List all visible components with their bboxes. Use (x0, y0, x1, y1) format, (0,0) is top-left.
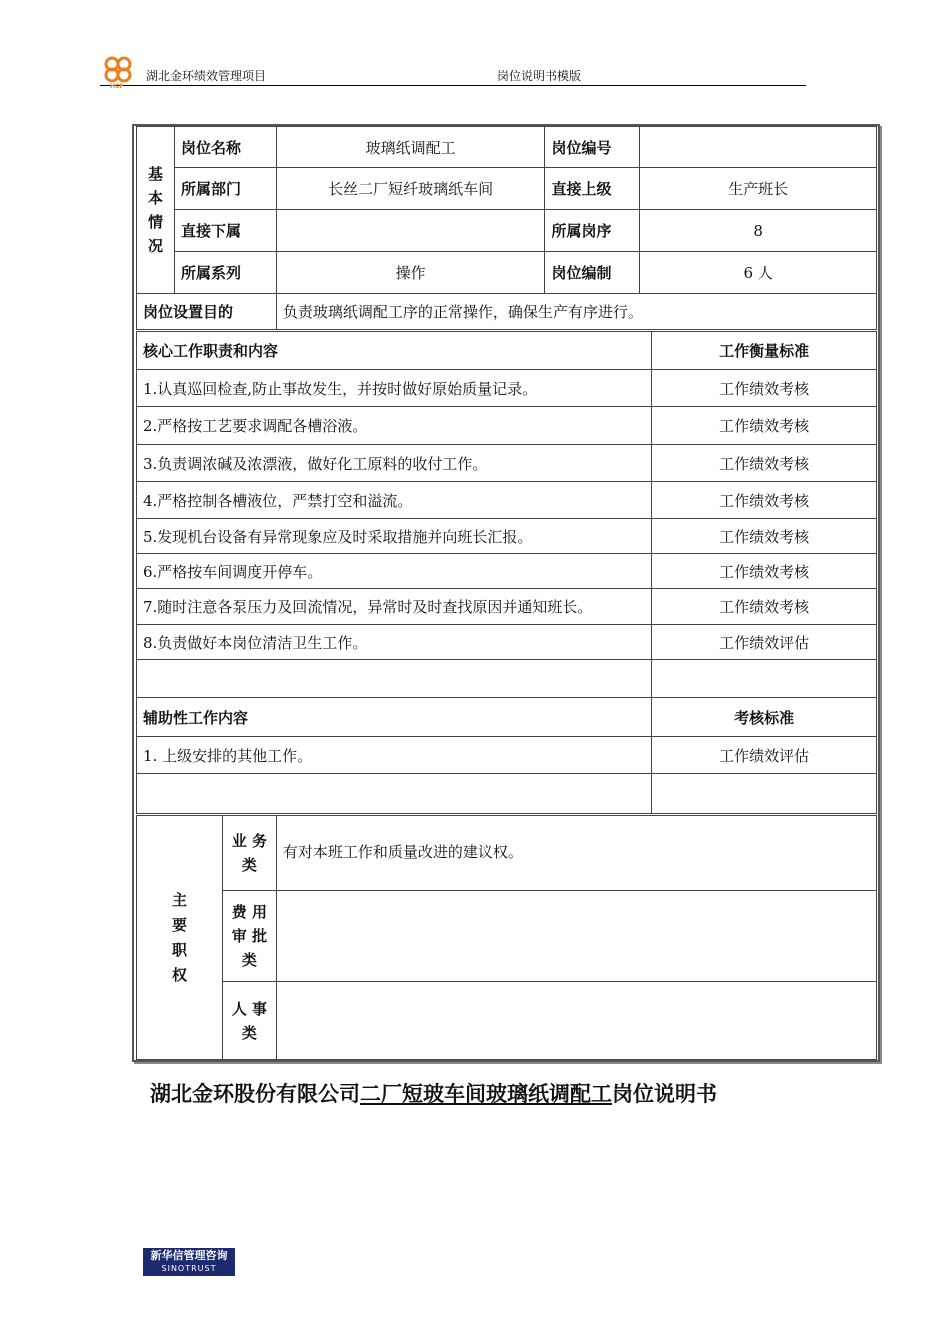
field-value: 玻璃纸调配工 (276, 127, 545, 168)
duty-item: 4.严格控制各槽液位，严禁打空和溢流。 (137, 482, 652, 519)
sinotrust-logo: 新华信管理咨询 SINOTRUST (143, 1248, 235, 1276)
duty-item: 1.认真巡回检查,防止事故发生，并按时做好原始质量记录。 (137, 370, 652, 407)
authority-type-expense: 费 用 审 批 类 (222, 891, 276, 982)
core-duties-table (136, 331, 877, 698)
duty-standard: 工作绩效考核 (652, 370, 877, 407)
field-value: 6 人 (640, 252, 877, 294)
purpose-table (136, 293, 877, 330)
field-label: 直接上级 (545, 168, 640, 210)
header-project-name: 湖北金环绩效管理项目 (146, 69, 267, 83)
field-value: 生产班长 (640, 168, 877, 210)
authority-business-value: 有对本班工作和质量改进的建议权。 (276, 816, 876, 891)
duty-standard: 工作绩效考核 (652, 554, 877, 589)
field-value: 操作 (276, 252, 545, 294)
purpose-value: 负责玻璃纸调配工序的正常操作，确保生产有序进行。 (276, 294, 876, 330)
authority-type-business: 业 务 类 (222, 816, 276, 891)
purpose-label: 岗位设置目的 (137, 294, 277, 330)
duty-standard: 工作绩效评估 (652, 625, 877, 660)
field-value: 8 (640, 210, 877, 252)
authority-personnel-value (276, 982, 876, 1060)
duty-item: 2.严格按工艺要求调配各槽浴液。 (137, 407, 652, 445)
duty-item: 8.负责做好本岗位清洁卫生工作。 (137, 625, 652, 660)
authority-section-label: 主 要 职 权 (137, 816, 223, 1060)
duty-item: 5.发现机台设备有异常现象应及时采取措施并向班长汇报。 (137, 519, 652, 554)
duty-standard: 工作绩效考核 (652, 589, 877, 625)
company-logo-icon (100, 55, 136, 89)
authority-type-personnel: 人 事 类 (222, 982, 276, 1060)
duty-standard: 工作绩效考核 (652, 445, 877, 482)
duty-item: 7.随时注意各泵压力及回流情况，异常时及时查找原因并通知班长。 (137, 589, 652, 625)
aux-item: 1. 上级安排的其他工作。 (137, 737, 652, 774)
field-label: 所属岗序 (545, 210, 640, 252)
duty-standard-empty (652, 660, 877, 698)
field-label: 所属系列 (174, 252, 276, 294)
duty-item: 6.严格按车间调度开停车。 (137, 554, 652, 589)
field-label: 岗位编号 (545, 127, 640, 168)
core-standard-header: 工作衡量标准 (652, 332, 877, 370)
duty-standard: 工作绩效考核 (652, 482, 877, 519)
field-label: 岗位名称 (174, 127, 276, 168)
duty-item-empty (137, 660, 652, 698)
field-label: 所属部门 (174, 168, 276, 210)
field-value: 长丝二厂短纤玻璃纸车间 (276, 168, 545, 210)
field-label: 岗位编制 (545, 252, 640, 294)
basic-info-table (136, 126, 877, 294)
aux-item-empty (137, 774, 652, 814)
header-template-name: 岗位说明书模版 (497, 69, 582, 83)
aux-duties-table (136, 697, 877, 814)
field-value (640, 127, 877, 168)
core-duties-header: 核心工作职责和内容 (137, 332, 652, 370)
aux-standard-header: 考核标准 (652, 698, 877, 737)
field-label: 直接下属 (174, 210, 276, 252)
svg-text:HCF: HCF (110, 83, 124, 89)
authority-table (136, 815, 877, 1060)
aux-standard: 工作绩效评估 (652, 737, 877, 774)
aux-duties-header: 辅助性工作内容 (137, 698, 652, 737)
aux-standard-empty (652, 774, 877, 814)
document-title: 湖北金环股份有限公司二厂短玻车间玻璃纸调配工岗位说明书 (150, 1082, 717, 1106)
basic-section-label: 基 本 情 况 (137, 127, 175, 294)
field-value (276, 210, 545, 252)
authority-expense-value (276, 891, 876, 982)
duty-standard: 工作绩效考核 (652, 519, 877, 554)
duty-item: 3.负责调浓碱及浓漂液，做好化工原料的收付工作。 (137, 445, 652, 482)
duty-standard: 工作绩效考核 (652, 407, 877, 445)
page-header (100, 55, 806, 89)
